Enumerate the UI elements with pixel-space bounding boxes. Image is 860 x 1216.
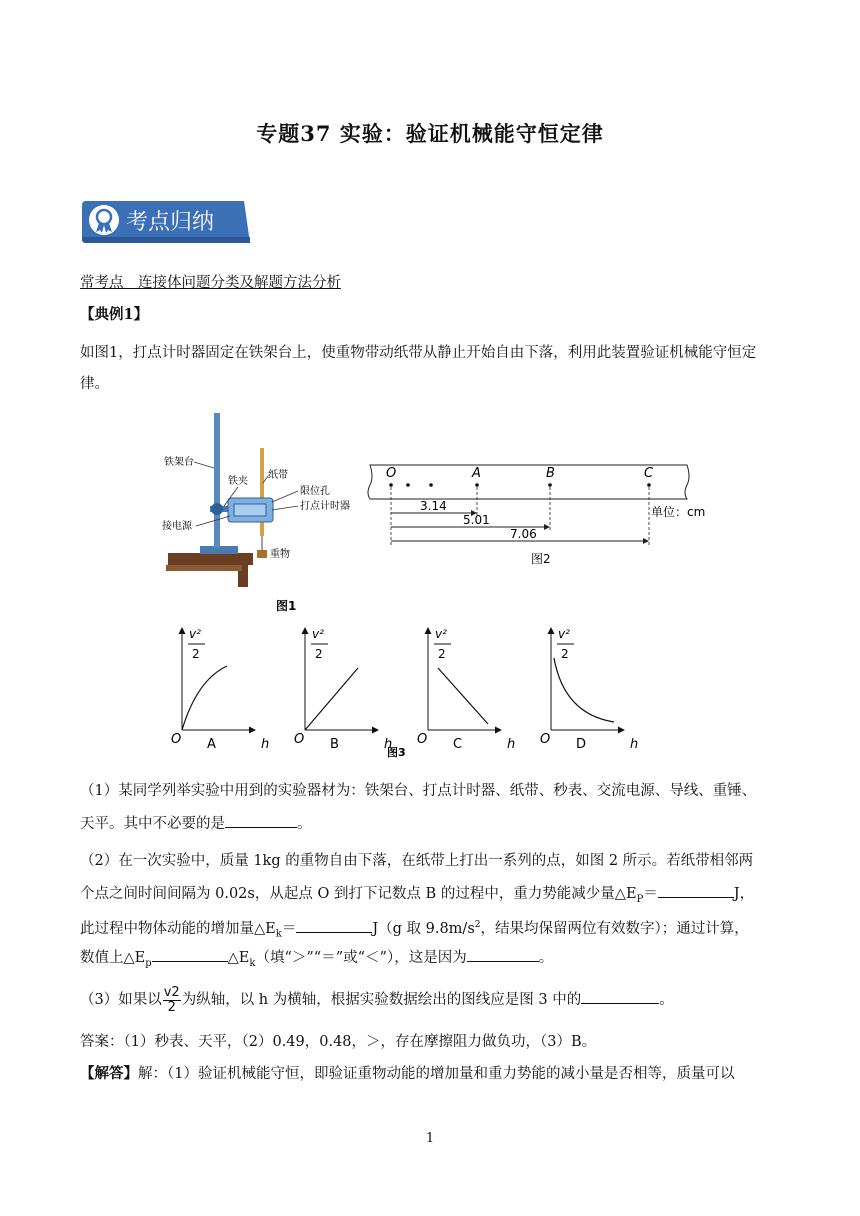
point-O: O (386, 466, 397, 481)
label-stand: 铁架台 (164, 457, 194, 468)
q2-line-2: 个点之间时间间隔为 0.02s，从起点 O 到打下记数点 B 的过程中，重力势能减少量$\triangle E_P= J$， (80, 883, 754, 910)
svg-text:h: h (630, 737, 639, 752)
svg-text:h: h (384, 737, 393, 752)
q1-line-1: （1）某同学列举实验中用到的实验器材为：铁架台、打点计时器、纸带、秒表、交流电源、导线、重锤、 (80, 783, 757, 799)
q2-blank-compare[interactable] (152, 947, 228, 962)
page-number: 1 (425, 1131, 435, 1146)
unit-label: 单位：cm (651, 505, 706, 519)
label-timer: 打点计时器 (300, 501, 350, 512)
label-weight: 重物 (270, 549, 290, 560)
solution-line: 【解答】解：（1）验证机械能守恒，即验证重物动能的增加量和重力势能的减小量是否相等，质量可以 (80, 1065, 735, 1082)
svg-text:v²: v² (189, 627, 201, 641)
svg-text:2: 2 (561, 647, 569, 661)
point-A: A (472, 466, 481, 481)
figure-2-caption: 图2 (531, 552, 551, 566)
q2-line-1: （2）在一次实验中，质量 1kg 的重物自由下落，在纸带上打出一系列的点，如图 2 所示。若纸带相邻两 (80, 853, 754, 869)
svg-text:h: h (261, 737, 270, 752)
label-power: 接电源 (162, 521, 192, 532)
v-squared-over-2: $\frac{v2}{2}$ (163, 984, 180, 1015)
q2-line-3: 此过程中物体动能的增加量$\triangle E_k= J(g$ 取 $9.8m/s^2$，结果均保留两位有效数字）；通过计算， (80, 915, 749, 945)
q1-line-2: 天平。其中不必要的是 。 (80, 813, 312, 834)
option-B: B (330, 737, 339, 752)
graph-B (294, 627, 392, 752)
badge-label: 考点归纳 (126, 210, 215, 235)
q2-blank-reason[interactable] (467, 947, 539, 962)
distance-OC: 7.06 (510, 527, 537, 541)
graph-D (540, 627, 638, 752)
svg-text:O: O (417, 732, 428, 747)
intro-line-2: 律。 (80, 376, 109, 392)
svg-text:2: 2 (315, 647, 323, 661)
intro-line-1: 如图1，打点计时器固定在铁架台上，使重物带动纸带从静止开始自由下落，利用此装置验证机械能守恒定 (80, 345, 757, 361)
label-tape: 纸带 (268, 470, 288, 481)
svg-text:2: 2 (192, 647, 200, 661)
figure-3 (165, 618, 655, 762)
option-D: D (576, 737, 587, 752)
page-title: 专题37 实验：验证机械能守恒定律 (256, 121, 604, 146)
figure-1 (158, 408, 373, 622)
section-badge (80, 197, 250, 243)
figure-3-caption: 图3 (387, 746, 406, 758)
q1-blank[interactable] (225, 813, 297, 828)
graph-A (171, 627, 269, 752)
point-B: B (546, 466, 555, 481)
q2-blank-ek[interactable] (296, 918, 372, 933)
example-label: 【典例1】 (80, 306, 149, 323)
svg-text:v²: v² (312, 627, 324, 641)
distance-OB: 5.01 (463, 513, 490, 527)
svg-text:2: 2 (438, 647, 446, 661)
svg-text:v²: v² (558, 627, 570, 641)
option-A: A (207, 737, 216, 752)
label-clamp: 铁夹 (228, 476, 248, 487)
q3-blank[interactable] (581, 989, 659, 1004)
svg-text:O: O (540, 732, 551, 747)
label-hole: 限位孔 (300, 486, 330, 497)
q2-line-4: 数值上$\triangle E_p$ $\triangle E_k$（填“＞”“＝”或“＜”），这是因为 。 (80, 947, 553, 974)
svg-text:O: O (171, 732, 182, 747)
figure-2 (365, 455, 735, 579)
point-C: C (644, 466, 654, 481)
option-C: C (453, 737, 463, 752)
answer-line: 答案：（1）秒表、天平，（2）0.49，0.48，＞，存在摩擦阻力做负功，（3）B。 (80, 1034, 597, 1050)
q3-line: （3）如果以 $\frac{v2}{2}$ 为纵轴，以 h 为横轴，根据实验数据绘出的图线应是图 3 中的 。 (80, 984, 674, 1015)
svg-text:O: O (294, 732, 305, 747)
distance-OA: 3.14 (420, 499, 447, 513)
graph-C (417, 627, 515, 752)
svg-text:h: h (507, 737, 516, 752)
svg-text:v²: v² (435, 627, 447, 641)
figure-1-caption: 图1 (276, 599, 297, 613)
topic-line: 常考点 连接体问题分类及解题方法分析 (80, 275, 341, 291)
q2-blank-ep[interactable] (658, 883, 734, 898)
